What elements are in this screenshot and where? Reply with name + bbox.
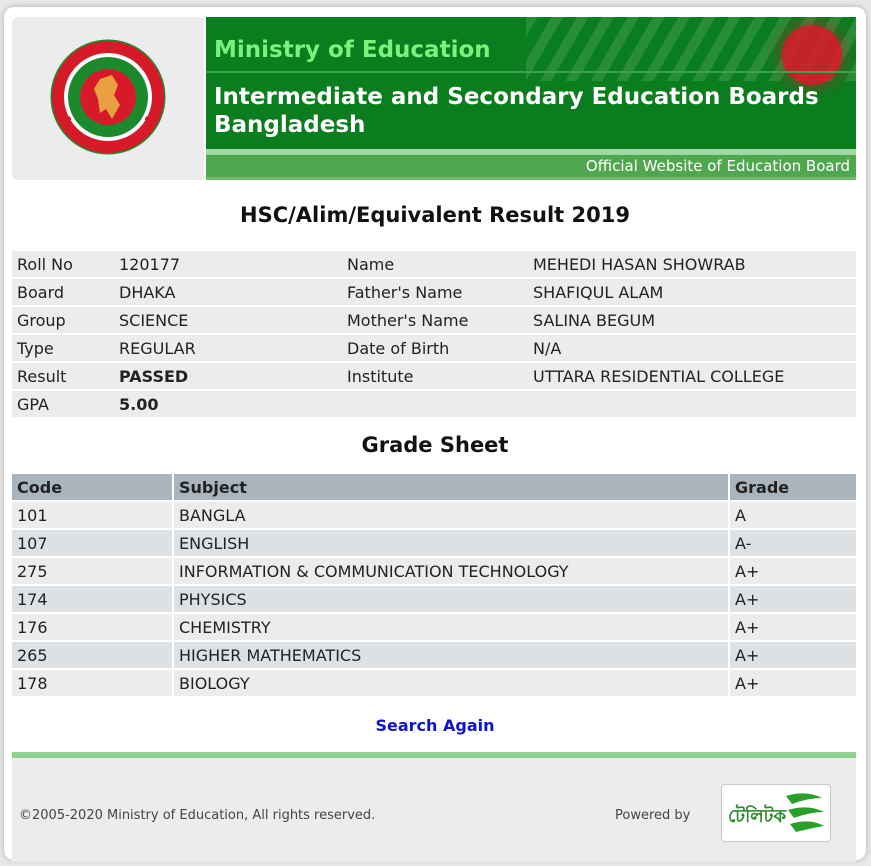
gpa-value: 5.00 <box>114 391 342 417</box>
mother-value: SALINA BEGUM <box>528 307 856 333</box>
subject-code: 176 <box>12 614 172 640</box>
official-bar <box>206 149 856 180</box>
table-row <box>12 614 856 640</box>
info-row <box>12 363 856 389</box>
page-title: HSC/Alim/Equivalent Result 2019 <box>240 203 630 227</box>
subject-grade: A+ <box>728 670 856 696</box>
result-value: PASSED <box>114 363 342 389</box>
subject-code: 107 <box>12 530 172 556</box>
table-row <box>12 586 856 612</box>
group-value: SCIENCE <box>114 307 342 333</box>
institute-label: Institute <box>342 363 528 389</box>
subject-grade: A+ <box>728 642 856 668</box>
header-banner <box>206 17 856 149</box>
info-row <box>12 251 856 277</box>
mother-label: Mother's Name <box>342 307 528 333</box>
info-row <box>12 279 856 305</box>
subject-code: 101 <box>12 502 172 528</box>
dob-value: N/A <box>528 335 856 361</box>
ministry-title: Ministry of Education <box>214 37 491 63</box>
subject-grade: A- <box>728 530 856 556</box>
subject-name: INFORMATION & COMMUNICATION TECHNOLOGY <box>172 558 728 584</box>
official-website-text: Official Website of Education Board <box>585 157 850 175</box>
type-value: REGULAR <box>114 335 342 361</box>
name-label: Name <box>342 251 528 277</box>
group-label: Group <box>12 307 114 333</box>
teletalk-swoosh-icon <box>782 788 826 838</box>
table-row <box>12 530 856 556</box>
table-row <box>12 670 856 696</box>
logo-panel <box>12 17 204 180</box>
subject-code: 178 <box>12 670 172 696</box>
info-row <box>12 335 856 361</box>
table-row <box>12 558 856 584</box>
copyright-text: ©2005-2020 Ministry of Education, All rights reserved. <box>19 808 376 823</box>
father-label: Father's Name <box>342 279 528 305</box>
student-info-table <box>12 249 856 419</box>
subject-name: BIOLOGY <box>172 670 728 696</box>
type-label: Type <box>12 335 114 361</box>
grade-header: Grade <box>728 474 856 500</box>
teletalk-logo-icon[interactable] <box>721 784 831 842</box>
name-value: MEHEDI HASAN SHOWRAB <box>528 251 856 277</box>
subject-name: HIGHER MATHEMATICS <box>172 642 728 668</box>
table-row <box>12 642 856 668</box>
grade-sheet-title: Grade Sheet <box>361 433 509 457</box>
code-header: Code <box>12 474 172 500</box>
table-row <box>12 502 856 528</box>
dob-label: Date of Birth <box>342 335 528 361</box>
gpa-row-filler <box>528 391 856 417</box>
result-label: Result <box>12 363 114 389</box>
grade-sheet-table <box>12 472 856 698</box>
subject-grade: A+ <box>728 614 856 640</box>
subject-code: 265 <box>12 642 172 668</box>
info-row <box>12 307 856 333</box>
subject-name: BANGLA <box>172 502 728 528</box>
subject-grade: A+ <box>728 558 856 584</box>
board-label: Board <box>12 279 114 305</box>
subject-code: 174 <box>12 586 172 612</box>
subject-name: CHEMISTRY <box>172 614 728 640</box>
gpa-row-filler <box>342 391 528 417</box>
roll-value: 120177 <box>114 251 342 277</box>
subject-code: 275 <box>12 558 172 584</box>
powered-by-text: Powered by <box>615 808 691 823</box>
banner-divider <box>206 71 856 73</box>
roll-label: Roll No <box>12 251 114 277</box>
flag-circle <box>782 25 842 85</box>
result-card <box>4 7 866 860</box>
subject-grade: A+ <box>728 586 856 612</box>
board-value: DHAKA <box>114 279 342 305</box>
boards-title: Intermediate and Secondary Education Boards Bangladesh <box>214 84 819 138</box>
info-row <box>12 391 856 417</box>
institute-value: UTTARA RESIDENTIAL COLLEGE <box>528 363 856 389</box>
gpa-label: GPA <box>12 391 114 417</box>
grade-header-row <box>12 474 856 500</box>
father-value: SHAFIQUL ALAM <box>528 279 856 305</box>
bangladesh-govt-seal-icon <box>50 39 166 155</box>
subject-header: Subject <box>172 474 728 500</box>
search-again-link[interactable]: Search Again <box>375 716 495 735</box>
subject-name: ENGLISH <box>172 530 728 556</box>
subject-grade: A <box>728 502 856 528</box>
teletalk-logo-text: টেলিটক <box>728 806 787 827</box>
subject-name: PHYSICS <box>172 586 728 612</box>
footer <box>12 752 856 862</box>
